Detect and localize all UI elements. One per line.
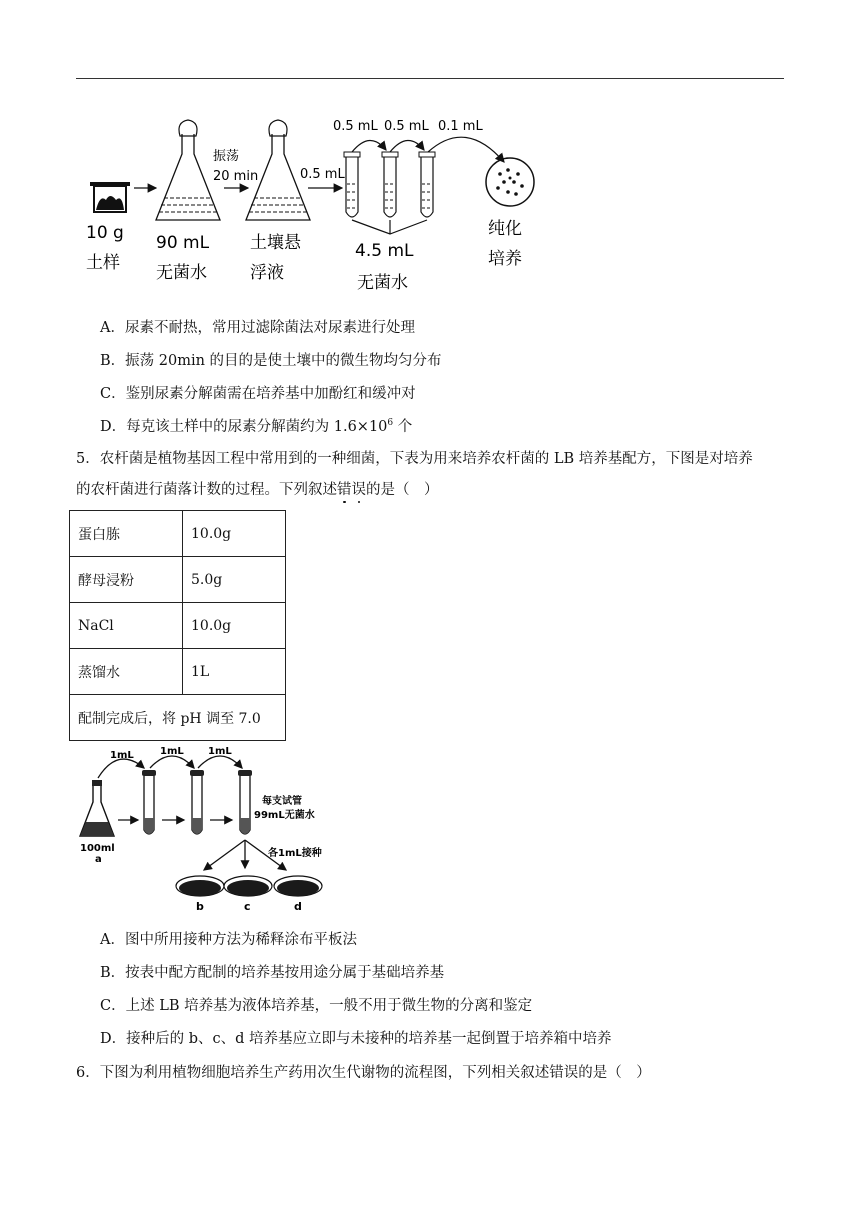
dilution-tubes-icon bbox=[142, 770, 252, 834]
q5-option-b: B．按表中配方配制的培养基按用途分属于基础培养基 bbox=[100, 965, 445, 981]
dilution-diagram-soil bbox=[76, 108, 556, 300]
table-row: 酵母浸粉 5.0g bbox=[70, 557, 286, 603]
soil-mass-label: 10 g bbox=[86, 223, 124, 243]
plate-d-label: d bbox=[294, 900, 302, 913]
tube-note-line1: 每支试管 bbox=[262, 796, 302, 807]
culture-plates-icon bbox=[176, 876, 322, 896]
transfer-3-label: 1mL bbox=[208, 746, 232, 757]
q5-stem bbox=[76, 444, 788, 506]
q4-option-b: B．振荡 20min 的目的是使土壤中的微生物均匀分布 bbox=[100, 353, 442, 369]
petri-plate-icon bbox=[486, 158, 534, 206]
transfer-1-label: 1mL bbox=[110, 750, 134, 761]
transfer-2-label: 1mL bbox=[160, 746, 184, 757]
tube-note-line2: 99mL无菌水 bbox=[254, 810, 315, 821]
lb-medium-recipe-table bbox=[69, 510, 286, 741]
q5-option-c: C．上述 LB 培养基为液体培养基，一般不用于微生物的分离和鉴定 bbox=[100, 998, 533, 1014]
plate-b-label: b bbox=[196, 900, 204, 913]
inoculate-label: 各1mL接种 bbox=[268, 848, 322, 859]
transfer-2-label: 0.5 mL bbox=[384, 119, 429, 134]
table-row: 蒸馏水 1L bbox=[70, 649, 286, 695]
flask1-label: 无菌水 bbox=[156, 263, 207, 283]
transfer-3-label: 0.1 mL bbox=[438, 119, 483, 134]
plate-label-line2: 培养 bbox=[488, 249, 522, 269]
soil-sample-label: 土样 bbox=[86, 253, 120, 273]
q4-option-a: A．尿素不耐热，常用过滤除菌法对尿素进行处理 bbox=[100, 320, 415, 336]
transfer-1-label: 0.5 mL bbox=[333, 119, 378, 134]
plate-c-label: c bbox=[244, 900, 251, 913]
q4-option-c: C．鉴别尿素分解菌需在培养基中加酚红和缓冲对 bbox=[100, 386, 416, 402]
flask2-label-line1: 土壤悬 bbox=[250, 233, 301, 253]
header-rule bbox=[76, 78, 784, 79]
flask1-volume-label: 90 mL bbox=[156, 233, 210, 253]
q5-stem-line1: 5．农杆菌是植物基因工程中常用到的一种细菌，下表为用来培养农杆菌的 LB 培养基配方，下图是对培养 bbox=[76, 451, 753, 467]
tubes-volume-label: 4.5 mL bbox=[355, 241, 414, 261]
q5-stem-line2: 的农杆菌进行菌落计数的过程。下列叙述错误的是（ ） bbox=[76, 482, 439, 498]
test-tubes-icon bbox=[344, 152, 435, 217]
table-row: 蛋白胨 10.0g bbox=[70, 511, 286, 557]
flask-volume-label: 100ml bbox=[80, 843, 115, 854]
flask-sterile-water-icon bbox=[156, 120, 220, 220]
q5-option-a: A．图中所用接种方法为稀释涂布平板法 bbox=[100, 932, 357, 948]
q4-option-d: D．每克该土样中的尿素分解菌约为 $1.6\times 10^6$ 个 bbox=[100, 418, 413, 435]
shake-label: 振荡 bbox=[213, 149, 240, 164]
flask2-label-line2: 浮液 bbox=[250, 263, 284, 283]
soil-sample-icon bbox=[90, 182, 130, 212]
transfer-to-tubes-label: 0.5 mL bbox=[300, 167, 345, 182]
tubes-label: 无菌水 bbox=[357, 273, 408, 293]
shake-time: 20 min bbox=[213, 169, 259, 184]
table-row: NaCl 10.0g bbox=[70, 603, 286, 649]
q5-option-d: D．接种后的 b、c、d 培养基应立即与未接种的培养基一起倒置于培养箱中培养 bbox=[100, 1031, 612, 1047]
flask-culture-icon bbox=[80, 780, 114, 836]
colony-count-diagram bbox=[76, 740, 346, 916]
table-note-row: 配制完成后，将 pH 调至 7.0 bbox=[70, 695, 286, 741]
q6-stem: 6．下图为利用植物细胞培养生产药用次生代谢物的流程图，下列相关叙述错误的是（ ） bbox=[76, 1065, 651, 1081]
plate-label-line1: 纯化 bbox=[488, 219, 522, 239]
flask-label: a bbox=[95, 854, 102, 865]
